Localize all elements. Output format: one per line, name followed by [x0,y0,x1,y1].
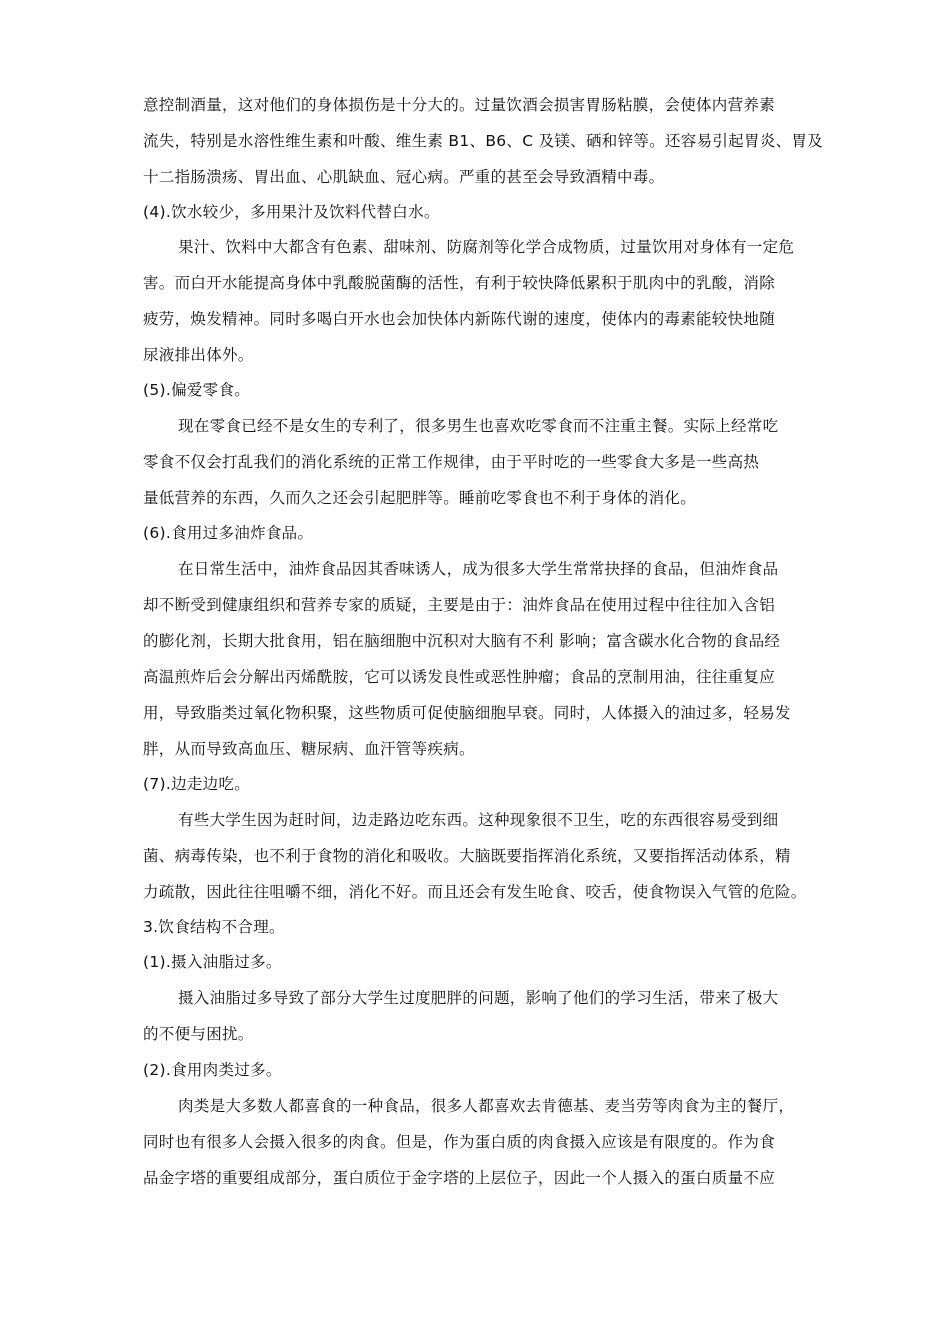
text-line: 十二指肠溃疡、胃出血、心肌缺血、冠心病。严重的甚至会导致酒精中毒。 [143,168,665,186]
text-line: 尿液排出体外。 [143,346,254,364]
list-heading: (4).饮水较少，多用果汁及饮料代替白水。 [143,203,440,221]
text-line: 的不便与困扰。 [143,1025,254,1043]
text-line: 胖，从而导致高血压、糖尿病、血汗管等疾病。 [143,740,475,758]
text-line: 高温煎炸后会分解出丙烯酰胺，它可以诱发良性或恶性肿瘤；食品的烹制用油，往往重复应 [143,668,776,686]
paragraph-start: 在日常生活中，油炸食品因其香味诱人，成为很多大学生常常抉择的食品，但油炸食品 [178,560,779,578]
list-heading: (6).食用过多油炸食品。 [143,524,314,542]
text-line: 疲劳，焕发精神。同时多喝白开水也会加快体内新陈代谢的速度，使体内的毒素能较快地随 [143,310,776,328]
text-line: 菌、病毒传染，也不利于食物的消化和吸收。大脑既要指挥消化系统，又要指挥活动体系，精 [143,847,791,865]
paragraph-start: 果汁、饮料中大都含有色素、甜味剂、防腐剂等化学合成物质，过量饮用对身体有一定危 [178,238,795,256]
section-heading: 3.饮食结构不合理。 [143,918,285,936]
list-heading: (7).边走边吃。 [143,775,251,793]
list-heading: (5).偏爱零食。 [143,381,251,399]
paragraph-start: 摄入油脂过多导致了部分大学生过度肥胖的问题，影响了他们的学习生活，带来了极大 [178,989,779,1007]
text-line: 意控制酒量，这对他们的身体损伤是十分大的。过量饮酒会损害胃肠粘膜，会使体内营养素 [143,96,776,114]
text-line: 害。而白开水能提高身体中乳酸脱菌酶的活性，有利于较快降低累积于肌肉中的乳酸，消除 [143,274,776,292]
text-line: 零食不仅会打乱我们的消化系统的正常工作规律，由于平时吃的一些零食大多是一些高热 [143,453,760,471]
text-line: 却不断受到健康组织和营养专家的质疑，主要是由于：油炸食品在使用过程中往往加入含铝 [143,596,776,614]
text-line: 流失，特别是水溶性维生素和叶酸、维生素 B1、B6、C 及镁、硒和锌等。还容易引起胃炎、胃及 [143,132,823,150]
text-line: 品金字塔的重要组成部分，蛋白质位于金字塔的上层位子，因此一个人摄入的蛋白质量不应 [143,1169,776,1187]
text-line: 同时也有很多人会摄入很多的肉食。但是，作为蛋白质的肉食摄入应该是有限度的。作为食 [143,1133,776,1151]
paragraph-start: 肉类是大多数人都喜食的一种食品，很多人都喜欢去肯德基、麦当劳等肉食为主的餐厅， [178,1097,795,1115]
text-line: 的膨化剂，长期大批食用，铝在脑细胞中沉积对大脑有不利 影响；富含碳水化合物的食品经 [143,632,781,650]
list-heading: (1).摄入油脂过多。 [143,953,282,971]
text-line: 量低营养的东西，久而久之还会引起肥胖等。睡前吃零食也不利于身体的消化。 [143,489,697,507]
paragraph-start: 有些大学生因为赶时间，边走路边吃东西。这种现象很不卫生，吃的东西很容易受到细 [178,811,779,829]
text-line: 用，导致脂类过氧化物积聚，这些物质可促使脑细胞早衰。同时，人体摄入的油过多，轻易发 [143,704,791,722]
list-heading: (2).食用肉类过多。 [143,1061,282,1079]
text-line: 力疏散，因此往往咀嚼不细，消化不好。而且还会有发生呛食、咬舌，使食物误入气管的危险。 [143,883,807,901]
paragraph-start: 现在零食已经不是女生的专利了，很多男生也喜欢吃零食而不注重主餐。实际上经常吃 [178,417,779,435]
